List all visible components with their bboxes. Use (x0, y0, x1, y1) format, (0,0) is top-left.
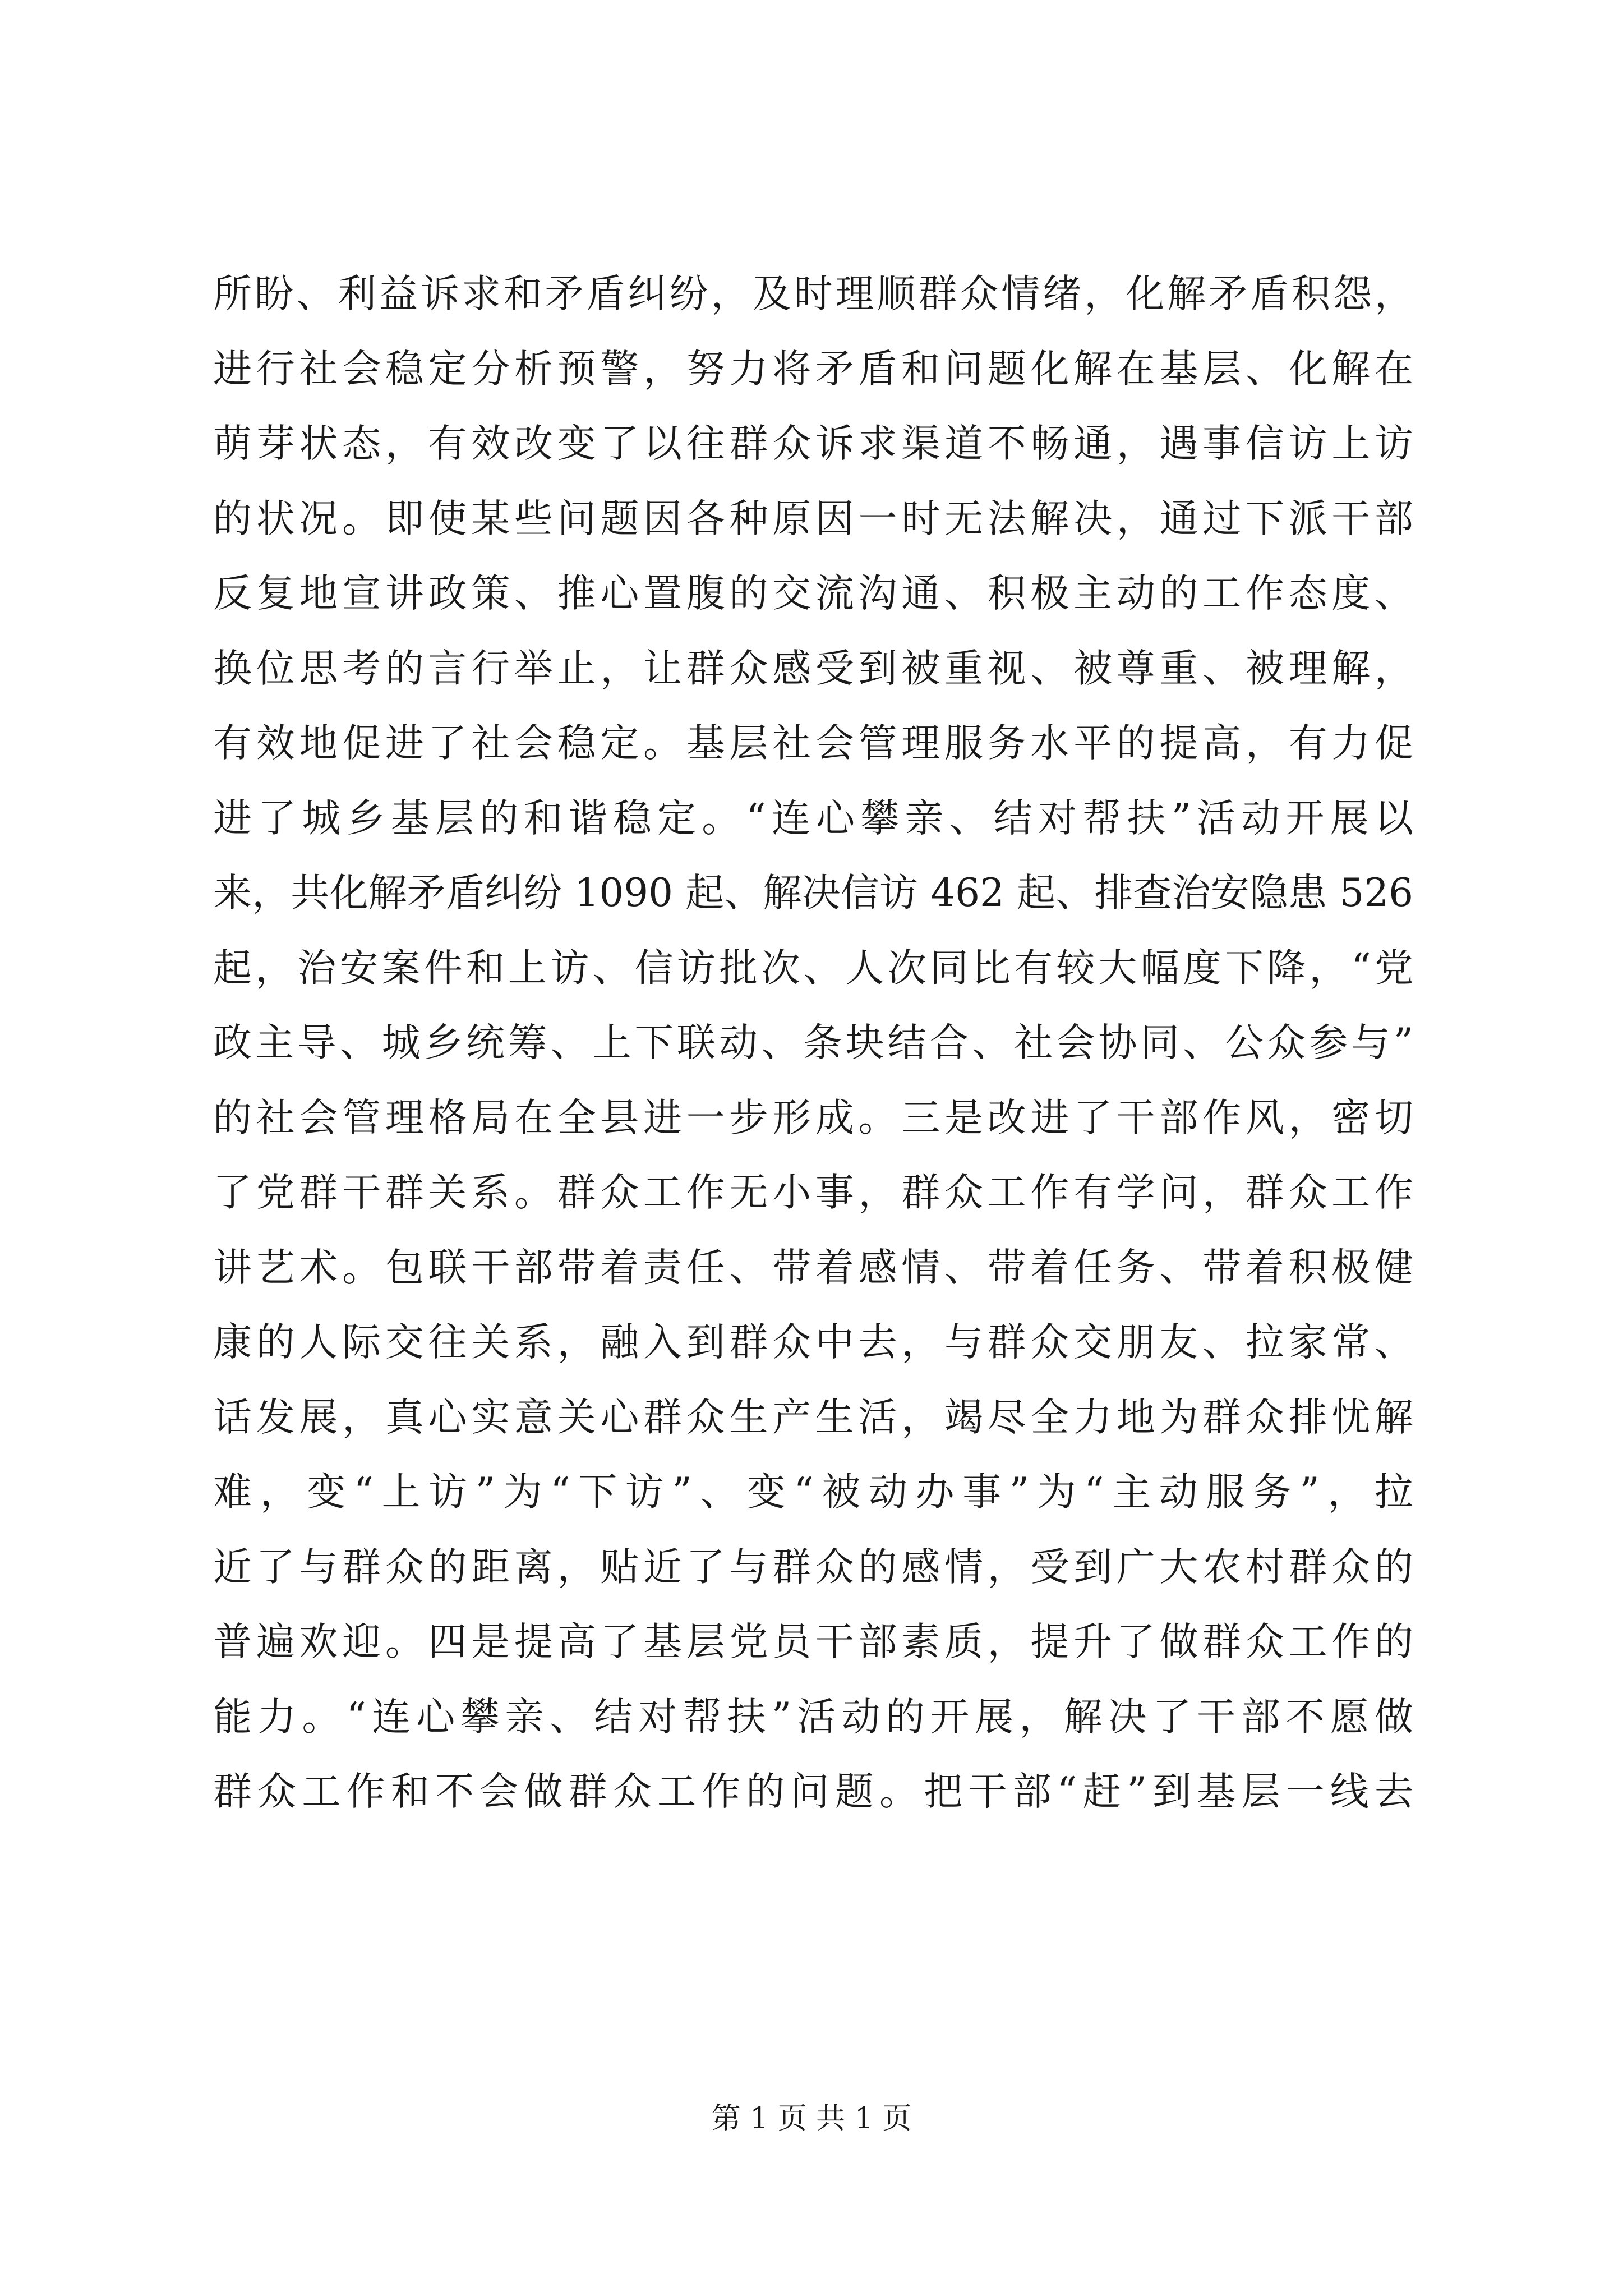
text-line: 讲艺术。包联干部带着责任、带着感情、带着任务、带着积极健 (213, 1245, 1413, 1290)
text-line: 了党群干群关系。群众工作无小事，群众工作有学问，群众工作 (213, 1170, 1413, 1215)
text-line: 进了城乡基层的和谐稳定。“连心攀亲、结对帮扶”活动开展以 (213, 795, 1413, 841)
text-line: 康的人际交往关系，融入到群众中去，与群众交朋友、拉家常、 (213, 1320, 1413, 1365)
text-line: 起，治安案件和上访、信访批次、人次同比有较大幅度下降，“党 (213, 945, 1413, 991)
text-line: 政主导、城乡统筹、上下联动、条块结合、社会协同、公众参与” (213, 1020, 1413, 1065)
text-line: 所盼、利益诉求和矛盾纠纷，及时理顺群众情绪，化解矛盾积怨， (213, 272, 1413, 316)
text-line: 有效地促进了社会稳定。基层社会管理服务水平的提高，有力促 (213, 721, 1413, 766)
body-paragraph (213, 257, 1413, 1830)
text-line: 的状况。即使某些问题因各种原因一时无法解决，通过下派干部 (213, 496, 1413, 541)
text-line: 反复地宣讲政策、推心置腹的交流沟通、积极主动的工作态度、 (213, 571, 1413, 616)
text-line: 来，共化解矛盾纠纷 1090 起、解决信访 462 起、排查治安隐患 526 (213, 871, 1413, 915)
text-line: 能力。“连心攀亲、结对帮扶”活动的开展，解决了干部不愿做 (213, 1694, 1413, 1740)
text-line: 普遍欢迎。四是提高了基层党员干部素质，提升了做群众工作的 (213, 1619, 1413, 1664)
text-line: 萌芽状态，有效改变了以往群众诉求渠道不畅通，遇事信访上访 (213, 421, 1413, 466)
page-number-label: 第 1 页 共 1 页 (711, 2102, 912, 2136)
text-line: 近了与群众的距离，贴近了与群众的感情，受到广大农村群众的 (213, 1544, 1413, 1590)
text-line: 群众工作和不会做群众工作的问题。把干部“赶”到基层一线去 (213, 1769, 1413, 1814)
text-line: 换位思考的言行举止，让群众感受到被重视、被尊重、被理解， (213, 646, 1413, 691)
text-line: 进行社会稳定分析预警，努力将矛盾和问题化解在基层、化解在 (213, 346, 1413, 392)
text-line: 的社会管理格局在全县进一步形成。三是改进了干部作风，密切 (213, 1095, 1413, 1140)
text-line: 难，变“上访”为“下访”、变“被动办事”为“主动服务”，拉 (213, 1470, 1413, 1515)
page-footer (0, 2101, 1623, 2137)
text-line: 话发展，真心实意关心群众生产生活，竭尽全力地为群众排忧解 (213, 1395, 1413, 1440)
